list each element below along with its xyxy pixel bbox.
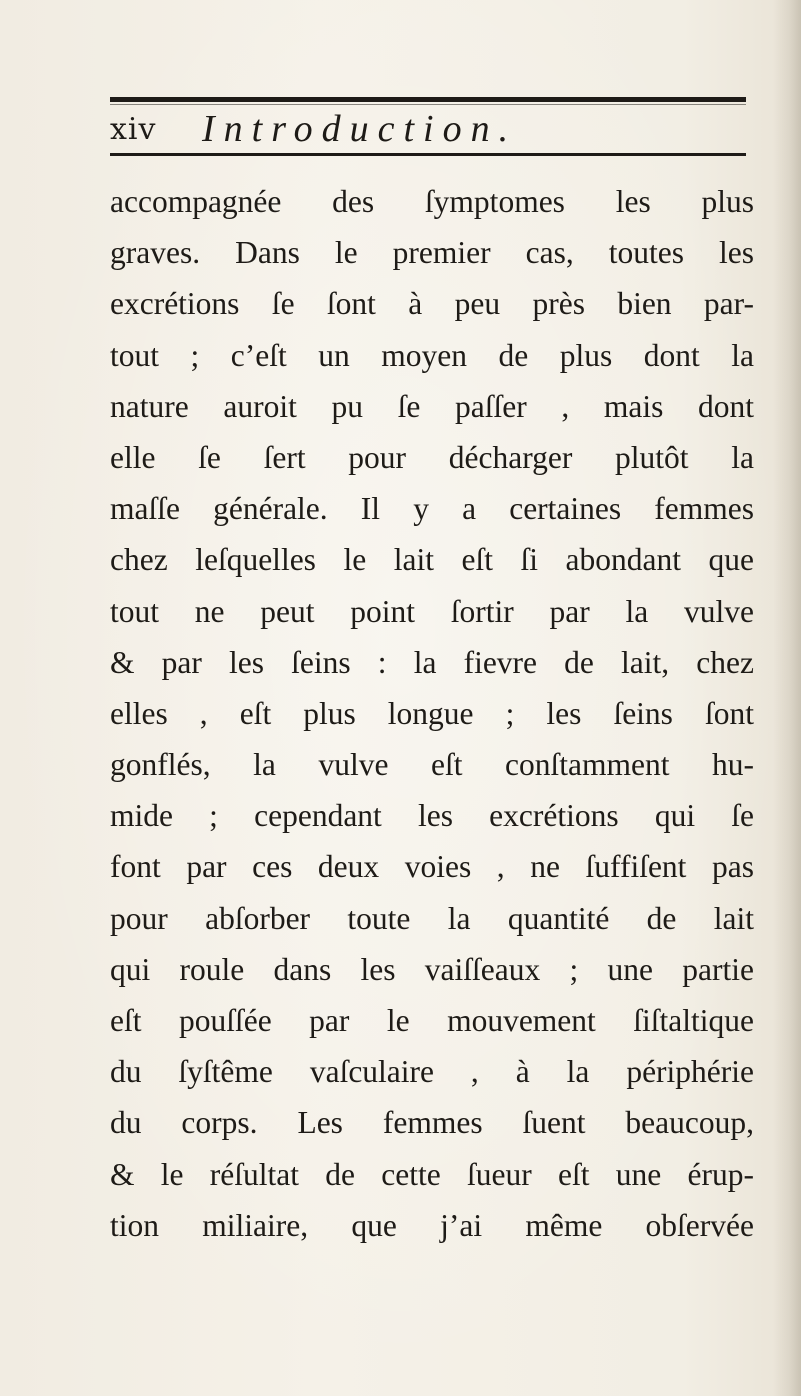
text-line: tout ; c’eſt un moyen de plus dont la	[110, 337, 754, 373]
text-line: accompagnée des ſymptomes les plus	[110, 184, 754, 219]
text-line: & par les ſeins : la fievre de lait, chez	[110, 644, 754, 680]
text-line: eſt pouſſée par le mouvement ſiſtaltique	[110, 1003, 754, 1038]
text-line: du ſyſtême vaſculaire , à la périphérie	[110, 1054, 754, 1090]
text-line: mide ; cependant les excrétions qui ſe	[110, 798, 754, 834]
header-top-rule	[110, 97, 746, 102]
page-header	[110, 104, 750, 150]
text-line: du corps. Les femmes ſuent beaucoup,	[110, 1105, 754, 1141]
page-edge-shadow	[773, 0, 801, 1396]
text-line: font par ces deux voies , ne ſuffiſent pas	[110, 849, 754, 885]
text-line: graves. Dans le premier cas, toutes les	[110, 235, 754, 271]
header-bottom-rule	[110, 153, 746, 156]
text-line: & le réſultat de cette ſueur eſt une érup-	[110, 1156, 754, 1192]
text-line: nature auroit pu ſe paſſer , mais dont	[110, 388, 754, 424]
text-line-last: tion miliaire, que j’ai même obſervée	[110, 1207, 754, 1243]
text-line: elles , eſt plus longue ; les ſeins ſont	[110, 695, 754, 731]
text-line: pour abſorber toute la quantité de lait	[110, 900, 754, 936]
running-title: Introduction.	[202, 108, 518, 150]
text-line: elle ſe ſert pour décharger plutôt la	[110, 439, 754, 475]
text-line: maſſe générale. Il y a certaines femmes	[110, 491, 754, 527]
text-line: excrétions ſe ſont à peu près bien par-	[110, 286, 754, 322]
text-line: gonflés, la vulve eſt conſtamment hu-	[110, 747, 754, 783]
page-number: xiv	[110, 112, 157, 147]
text-line: qui roule dans les vaiſſeaux ; une partie	[110, 951, 754, 987]
text-line: tout ne peut point ſortir par la vulve	[110, 593, 754, 629]
text-line: chez leſquelles le lait eſt ſi abondant que	[110, 542, 754, 578]
body-text	[110, 176, 760, 1251]
